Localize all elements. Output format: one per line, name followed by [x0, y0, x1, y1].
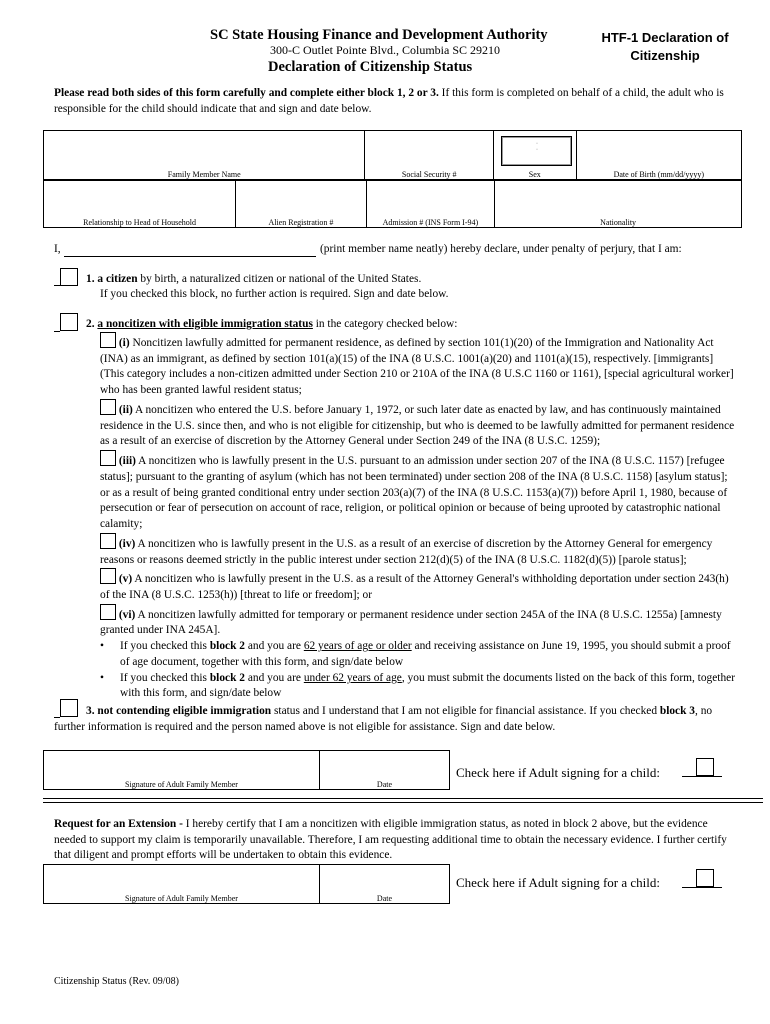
alien-registration-label: Alien Registration #	[268, 218, 334, 227]
category-iii-text: A noncitizen who is lawfully present in the U.S. pursuant to an admission under section 207 of the INA (8 U.S.C. 1157) [refugee status]; pursuant to the granting of asylum (which has not been terminated) under section 208 of the INA (8 U.S.C. 1158) [asylum status]; or as a result of being granted conditional entry under section 203(a)(7) of the INA (8 U.S.C. 1153(a)(7)) before April 1, 1980, because of persecution or fear of persecution on account of race, religion, or political opinion or because of being uprooted by catastrophic national calamity;	[100, 455, 728, 531]
block1-text	[86, 272, 736, 288]
child-check-label-2: Check here if Adult signing for a child:	[456, 875, 660, 890]
block2-note-62-plus	[100, 639, 736, 670]
badge-line-1: HTF-1 Declaration of	[601, 30, 729, 45]
category-iv	[100, 533, 736, 568]
divider-rule-1	[43, 798, 763, 799]
agency-title: SC State Housing Finance and Development Authority	[210, 27, 548, 43]
date-label-1: Date	[376, 780, 393, 789]
category-i	[100, 332, 736, 399]
block3-bold2: block 3	[659, 705, 695, 717]
note2-d: , you must submit the documents listed on the back of this form, together with this form, and sign/date below	[120, 671, 735, 700]
block3-desc2: , no further information is required and the person named above is not eligible for assistance. Sign and date below.	[54, 705, 713, 733]
block2-heading	[86, 317, 457, 333]
extension-bold: Request for an Extension -	[54, 818, 183, 830]
agency-address: 300-C Outlet Pointe Blvd., Columbia SC 29210	[270, 43, 501, 57]
category-i-checkbox[interactable]	[100, 332, 116, 348]
sex-dropdown-dots: · ·	[535, 141, 538, 153]
form-revision-footer: Citizenship Status (Rev. 09/08)	[54, 976, 179, 987]
sex-dropdown[interactable]	[501, 136, 572, 166]
note2-a: If you checked this	[120, 671, 210, 684]
date-field-1[interactable]	[319, 751, 449, 790]
block2-categories	[100, 332, 736, 702]
instructions-bold: Please read both sides of this form carefully and complete either block 1, 2 or 3.	[54, 87, 439, 99]
admission-number-label: Admission # (INS Form I-94)	[382, 218, 479, 227]
category-vi	[100, 604, 736, 639]
relationship-label: Relationship to Head of Household	[83, 218, 197, 227]
block2-checkbox-box	[60, 313, 78, 331]
date-field-2[interactable]	[319, 865, 449, 904]
form-subtitle: Declaration of Citizenship Status	[268, 59, 473, 75]
block1-checkbox-box	[60, 268, 78, 286]
block1-number: 1.	[86, 273, 95, 285]
declaration-suffix: (print member name neatly) hereby declare, under penalty of perjury, that I am:	[320, 243, 682, 255]
category-ii	[100, 399, 736, 450]
category-vi-text: A noncitizen lawfully admitted for temporary or permanent residence under section 245A of the INA (8 U.S.C. 1255a) [amnesty granted under INA 245A].	[100, 608, 722, 637]
category-iv-text: A noncitizen who is lawfully present in the U.S. as a result of an exercise of discretion by the Attorney General for emergency reasons or reasons deemed strictly in the public interest under section 212(d)(5) of the INA (8 U.S.C. 1182(d)(5)) [parole status];	[100, 537, 713, 566]
block2-note-under-62	[100, 671, 736, 702]
block1-note: If you checked this block, no further action is required. Sign and date below.	[100, 288, 449, 300]
note1-b: block 2	[209, 640, 245, 653]
block3-number: 3.	[86, 705, 95, 717]
category-v	[100, 568, 736, 603]
note1-d: and receiving assistance on June 19, 1995, you should submit a proof of age document, together with this form, and sign/date below	[120, 640, 731, 668]
block2-desc: in the category checked below:	[312, 318, 458, 330]
declaration-prefix: I,	[54, 243, 61, 255]
nationality-label: Nationality	[600, 218, 637, 227]
category-v-roman: (v)	[118, 573, 133, 586]
social-security-label: Social Security #	[401, 170, 457, 179]
signature-row-1	[43, 750, 450, 790]
divider-rule-2	[43, 802, 763, 803]
child-checkbox-1-box	[696, 758, 714, 776]
alien-registration-field[interactable]	[236, 181, 367, 228]
extension-request	[54, 817, 736, 864]
note1-u: 62 years of age or older	[303, 640, 412, 653]
category-v-text: A noncitizen who is lawfully present in the U.S. as a result of the Attorney General's withholding deportation under section 243(h) of the INA (8 U.S.C. 1253(h)) [threat to life or freedom]; or	[100, 573, 729, 602]
date-of-birth-label: Date of Birth (mm/dd/yyyy)	[613, 170, 705, 179]
note1-c: and you are	[244, 640, 304, 653]
signature-label-2: Signature of Adult Family Member	[125, 894, 238, 903]
category-iv-roman: (iv)	[118, 537, 136, 550]
member-info-row-2	[43, 180, 742, 228]
instructions-rest: If this form is completed on behalf of a child, the adult who is responsible for the child should indicate that and sign and date below.	[54, 87, 724, 115]
relationship-field[interactable]	[44, 181, 236, 228]
social-security-field[interactable]	[365, 131, 493, 180]
family-member-name-label: Family Member Name	[167, 170, 241, 179]
category-v-checkbox[interactable]	[100, 568, 116, 584]
block2-notes	[100, 639, 736, 702]
note2-u: under 62 years of age	[303, 671, 402, 684]
block3-bold: not contending eligible immigration	[97, 705, 272, 717]
block2-bold: a noncitizen with eligible immigration status	[97, 318, 313, 330]
category-i-roman: (i)	[118, 337, 130, 349]
block3-text	[54, 704, 734, 735]
category-iii-roman: (iii)	[118, 455, 136, 468]
block1-bold: a citizen	[97, 273, 138, 285]
category-i-text: Noncitizen lawfully admitted for permanent residence, as defined by section 101(1)(20) of the Immigration and Nationality Act (INA) as an immigrant, as defined by section 101(a)(15) of the INA (8 U.S.C. 1001(a)(20) and 1101(a)(15), respectively. [immigrants] (This category includes a non-citizen admitted under Section 210 or 210A of the INA (8 U.S.C 1160 or 1161), [special agricultural worker] who has been granted lawful resident status;	[100, 337, 734, 397]
category-ii-text: A noncitizen who entered the U.S. before January 1, 1972, or such later date as enacted by law, and has continuously maintained residence in the U.S. since then, and who is not eligible for citizenship, but who is deemed to be lawfully admitted for permanent residence as a result of an exercise of discretion by the Attorney General under Section 249 of the INA (8 U.S.C. 1259);	[100, 403, 735, 448]
family-member-name-field[interactable]	[44, 131, 365, 180]
signature-row-2	[43, 864, 450, 904]
note2-b: block 2	[209, 671, 245, 684]
form-id-badge	[590, 29, 740, 64]
category-iii	[100, 450, 736, 533]
category-ii-roman: (ii)	[118, 403, 133, 416]
date-label-2: Date	[376, 894, 393, 903]
category-vi-roman: (vi)	[118, 608, 136, 621]
category-iv-checkbox[interactable]	[100, 533, 116, 549]
block2-checkbox[interactable]	[60, 313, 78, 334]
block3-desc: status and I understand that I am not eligible for financial assistance. If you checked	[271, 705, 660, 717]
note1-a: If you checked this	[120, 640, 210, 653]
admission-number-field[interactable]	[366, 181, 494, 228]
child-checkbox-2[interactable]	[696, 869, 714, 890]
instructions	[54, 86, 734, 117]
note2-c: and you are	[244, 671, 304, 684]
badge-line-2: Citizenship	[630, 47, 700, 63]
child-checkbox-1[interactable]	[696, 758, 714, 779]
block1-desc: by birth, a naturalized citizen or national of the United States.	[137, 273, 422, 285]
nationality-field[interactable]	[495, 181, 742, 228]
member-info-row-1	[43, 130, 742, 180]
extension-text: I hereby certify that I am a noncitizen with eligible immigration status, as noted in block 2 above, but the evidence needed to support my claim is temporarily unavailable. Therefore, I am requesting additional time to obtain the necessary evidence. I further certify that diligent and prompt efforts will be undertaken to obtain this evidence.	[54, 818, 727, 862]
signature-label-1: Signature of Adult Family Member	[125, 780, 238, 789]
block2-number: 2.	[86, 318, 95, 330]
sex-label: Sex	[528, 170, 541, 179]
member-name-line[interactable]	[64, 256, 316, 257]
category-vi-checkbox[interactable]	[100, 604, 116, 620]
child-check-label-1: Check here if Adult signing for a child:	[456, 765, 660, 780]
block1-checkbox[interactable]	[60, 268, 78, 289]
child-checkbox-2-box	[696, 869, 714, 887]
date-of-birth-field[interactable]	[576, 131, 741, 180]
category-ii-checkbox[interactable]	[100, 399, 116, 415]
signature-field-1[interactable]	[44, 751, 320, 790]
category-iii-checkbox[interactable]	[100, 450, 116, 466]
sex-field[interactable]	[493, 131, 576, 180]
signature-field-2[interactable]	[44, 865, 320, 904]
